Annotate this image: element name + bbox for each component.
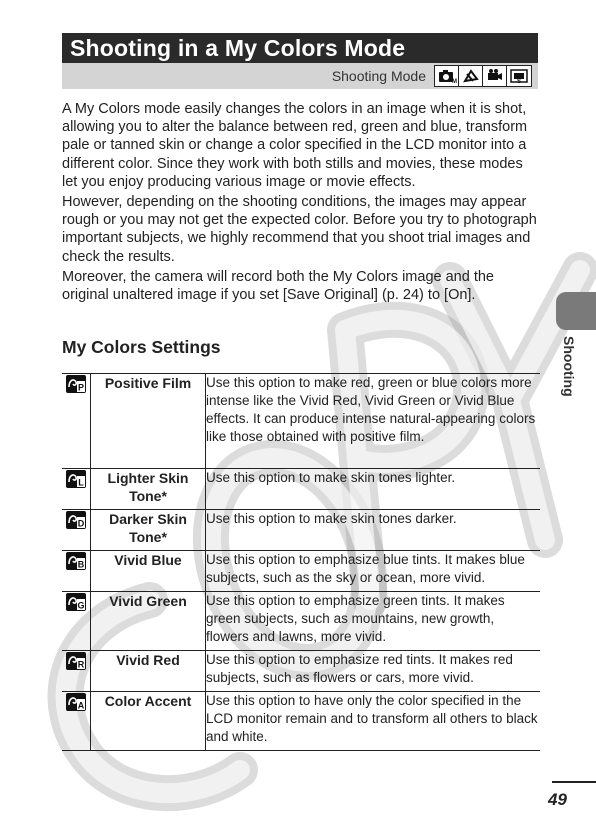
shooting-mode-bar [62,63,538,89]
setting-name: Color Accent [91,692,206,751]
setting-description: Use this option to emphasize green tints. It makes green subjects, such as mountains, new growth, flowers and lawns, more vivid. [206,592,541,651]
svg-text:A: A [77,700,85,711]
vivid-blue-icon [65,551,87,571]
setting-description: Use this option to make red, green or blue colors more intense like the Vivid Red, Vivid Green or Vivid Blue effects. It can produce intense natural-appearing colors like those obtained with positive film. [206,374,541,469]
setting-name: Vivid Red [91,651,206,692]
svg-text:R: R [77,659,85,670]
chapter-tab [556,292,596,330]
table-row [62,692,540,751]
section-heading: My Colors Settings [62,337,221,357]
svg-text:M: M [451,79,457,84]
intro-paragraph: A My Colors mode easily changes the colors in an image when it is shot, allowing you to alter the balance between red, green and blue, transform pale or tanned skin or change a color specified in the LCD monitor into a different color. Since they work with both stills and movies, these modes let you enjoy producing various image or movie effects. [62,101,528,190]
setting-name: Vivid Blue [91,551,206,592]
table-row [62,469,540,510]
movie-icon [483,66,507,86]
svg-text:G: G [77,600,85,611]
camera-mode-icon [435,66,459,86]
setting-description: Use this option to emphasize blue tints. It makes blue subjects, such as the sky or ocean, more vivid. [206,551,541,592]
setting-description: Use this option to emphasize red tints. It makes red subjects, such as flowers or cars, more vivid. [206,651,541,692]
scene-icon [507,66,531,86]
table-row [62,592,540,651]
vivid-green-icon [65,592,87,612]
table-row [62,510,540,551]
stitch-assist-icon [459,66,483,86]
setting-description: Use this option to make skin tones lighter. [206,469,541,510]
intro-paragraph: However, depending on the shooting conditions, the images may appear rough or you may not get the expected color. Before you try to photograph important subjects, we highly recommend that you shoot trial images and check the results. [62,194,537,265]
page-number-rule [552,781,596,783]
intro-paragraph: Moreover, the camera will record both the My Colors image and the original unaltered image if you set [Save Original] (p. 24) to [On]. [62,268,494,304]
page-title: Shooting in a My Colors Mode [62,33,538,63]
setting-description: Use this option to have only the color specified in the LCD monitor remain and to transform all others to black and white. [206,692,541,751]
vivid-red-icon [65,651,87,671]
svg-text:L: L [78,477,84,488]
shooting-mode-icons [434,65,532,87]
darker-skin-tone-icon [65,510,87,530]
page-number: 49 [548,790,567,809]
svg-text:S: S [517,79,522,84]
svg-text:P: P [77,382,85,393]
table-row [62,374,540,469]
shooting-mode-label: Shooting Mode [331,68,426,84]
svg-text:D: D [77,518,85,529]
setting-description: Use this option to make skin tones darker. [206,510,541,551]
lighter-skin-tone-icon [65,469,87,489]
setting-name: Darker Skin Tone* [91,510,206,551]
table-row [62,551,540,592]
color-accent-icon [65,692,87,712]
positive-film-icon [65,374,87,394]
table-row [62,651,540,692]
my-colors-settings-table [62,373,540,751]
intro-text [62,100,542,306]
setting-name: Lighter Skin Tone* [91,469,206,510]
chapter-label: Shooting [561,336,577,397]
svg-text:B: B [77,559,85,570]
setting-name: Vivid Green [91,592,206,651]
setting-name: Positive Film [91,374,206,469]
